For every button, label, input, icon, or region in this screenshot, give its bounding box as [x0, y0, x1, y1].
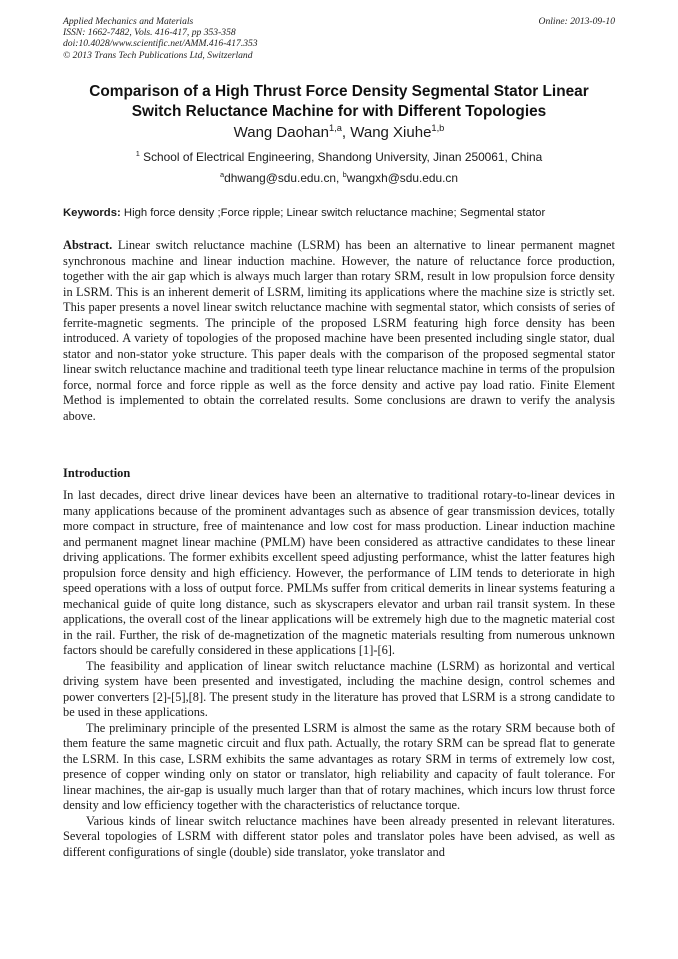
author-list: [63, 124, 615, 142]
abstract-text: Linear switch reluctance machine (LSRM) has been an alternative to linear permanent magnet synchronous machine and linear induction machine. However, the nature of reluctance force production, together with the air gap which is always much larger than rotary SRM, result in low propulsion force density in LSRM. This is an inherent demerit of LSRM, limiting its applications where the machine size is strictly set. This paper presents a novel linear switch reluctance machine with segmental stator, which consists of series of ferrite-magnetic segments. The principle of the proposed LSRM featuring high force density has been introduced. A variety of topologies of the proposed machine have been presented including single stator, dual stator and non-stator yoke structure. This paper deals with the comparison of the proposed segmental stator linear switch reluctance machine and traditional teeth type linear reluctance machine in terms of the propulsion force, normal force and force ripple as well as the force density and active pay load ratio. Finite Element Method is implemented to obtain the correlated results. Some conclusions are drawn to verify the analysis above.: [63, 238, 615, 423]
section-heading: Introduction: [63, 466, 131, 480]
email-mark: b: [342, 170, 347, 180]
author-emails: [63, 171, 615, 185]
keywords-label: Keywords:: [63, 207, 121, 219]
paragraph: The preliminary principle of the presented LSRM is almost the same as the rotary SRM because both of them feature the same magnetic circuit and flux path. Actually, the rotary SRM can be spread flat to generate the LSRM. In this case, LSRM exhibits the same advantages as rotary SRM in terms of extremely low cost, presence of copper winding only on stator or translator, high reliability and capacity of fault tolerance. For linear machines, the air-gap is usually much larger than that of rotary machines, which incurs low thrust force density and low efficiency together with the characteristics of reluctance torque.: [63, 720, 615, 812]
keywords: [63, 206, 615, 220]
keywords-text: High force density ;Force ripple; Linear switch reluctance machine; Segmental stator: [120, 207, 546, 219]
journal-header: [63, 16, 615, 61]
affiliation-mark: 1: [135, 149, 140, 159]
affiliation: [63, 150, 615, 164]
email-mark: a: [220, 170, 225, 180]
email-link[interactable]: dhwang@sdu.edu.cn,: [224, 171, 343, 185]
copyright-line: © 2013 Trans Tech Publications Ltd, Switzerland: [63, 49, 253, 61]
paragraph: In last decades, direct drive linear devices have been an alternative to traditional rotary-to-linear devices in many applications because of the prominent advantages such as absence of gear transmission devices, totally more compact in structure, free of maintenance and low cost for mass production. Linear induction machine and permanent magnet linear machine (PMLM) have been considered as attractive candidates to these linear driving applications. The former exhibits excellent speed adjusting performance, whist the latter features high propulsion force density and high efficiency. However, the performance of LIM tends to deteriorate in high speed operations with a loss of output force. PMLMs suffer from critical demerits in linear systems featuring a mechanical guide of quite long distance, such as skyscrapers elevator and urban rail transit system. In these applications, the overall cost of the linear applications will be extremely high due to the magnetic material cost in the rail. Further, the risk of de-magnetization of the magnetic materials resulting from numerous unknown factors should be carefully considered in these applications [1]-[6].: [63, 488, 615, 657]
introduction-body: [63, 488, 615, 860]
doi-line: doi:10.4028/www.scientific.net/AMM.416-417.353: [63, 38, 258, 50]
author-affiliation-mark: 1,b: [431, 123, 445, 133]
author-name: Wang Daohan: [233, 124, 329, 141]
author-name: Wang Xiuhe: [350, 124, 432, 141]
email-link[interactable]: wangxh@sdu.edu.cn: [346, 171, 458, 185]
abstract-label: Abstract.: [63, 238, 113, 252]
paragraph: The feasibility and application of linear switch reluctance machine (LSRM) as horizontal and vertical driving system have been presented and investigated, including the machine design, control schemes and power converters [2]-[5],[8]. The present study in the literature has proved that LSRM is a strong candidate to be used in these applications.: [63, 658, 615, 719]
author-separator: ,: [341, 124, 351, 141]
author-affiliation-mark: 1,a: [328, 123, 342, 133]
paper-title: Comparison of a High Thrust Force Density Segmental Stator Linear Switch Reluctance Machine for with Different Topologies: [89, 83, 589, 120]
online-date: Online: 2013-09-10: [538, 16, 615, 27]
journal-name: Applied Mechanics and Materials: [63, 16, 194, 27]
abstract: [63, 238, 615, 424]
affiliation-text: School of Electrical Engineering, Shandong University, Jinan 250061, China: [139, 150, 543, 164]
paragraph: Various kinds of linear switch reluctance machines have been already presented in relevant literatures. Several topologies of LSRM with different stator poles and translator poles have been advised, as well as different configurations of single (double) side translator, yoke translator and: [63, 813, 615, 859]
issn-line: ISSN: 1662-7482, Vols. 416-417, pp 353-358: [63, 27, 236, 39]
